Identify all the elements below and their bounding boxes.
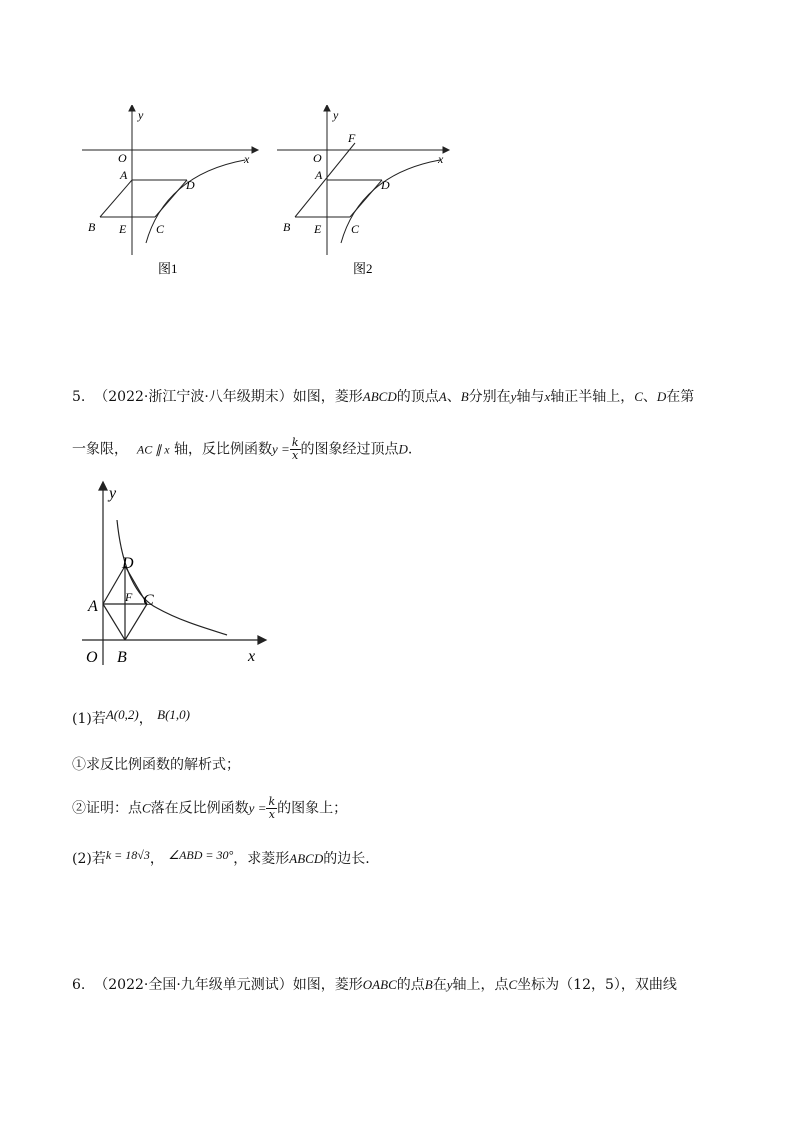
figure-3	[82, 480, 272, 670]
label-b: B	[283, 220, 291, 234]
part2-prefix: (2)若	[72, 851, 106, 867]
y-arrow	[129, 105, 135, 111]
sub1-text: ①求反比例函数的解析式；	[72, 757, 240, 773]
q5-x: x	[544, 389, 551, 404]
q5-text: 在第	[666, 389, 695, 405]
label-y: y	[333, 108, 339, 122]
q6-number: 6.	[72, 977, 86, 993]
q5-func-y: y =	[272, 441, 290, 457]
q5-line2	[72, 437, 412, 462]
q5-sep: 、	[446, 389, 461, 405]
label-y: y	[138, 108, 144, 122]
label-c: C	[351, 222, 360, 236]
label-x: x	[438, 152, 444, 166]
sub2-mid: 落在反比例函数	[150, 800, 249, 817]
q5-text: 的图象经过顶点	[300, 441, 399, 458]
part2-comma: ，	[149, 851, 164, 867]
side-cb	[125, 604, 147, 640]
q5-sub2	[72, 796, 347, 821]
q6-c: C	[508, 977, 518, 992]
q5-text: 分别在	[468, 389, 511, 405]
x-arrow	[252, 147, 258, 153]
q6-y: y	[446, 977, 453, 992]
q5-text: 轴，反比例函数	[174, 441, 273, 458]
q5-period: .	[407, 441, 413, 458]
q6-text: 在	[432, 977, 447, 993]
figure-1	[80, 105, 260, 285]
q6-line1	[72, 975, 677, 995]
q5-source: （2022·浙江宁波·八年级期末）	[94, 389, 293, 405]
label-o: O	[118, 151, 127, 165]
q5-text: 的顶点	[396, 389, 439, 405]
q5-text: 如图，菱形	[292, 389, 363, 405]
sub2-c: C	[142, 800, 151, 816]
q6-oabc: OABC	[362, 977, 397, 992]
label-c: C	[156, 222, 165, 236]
label-a: A	[315, 168, 323, 182]
part1-point-b: B(1,0)	[157, 707, 191, 722]
q5-part2	[72, 845, 370, 869]
label-b: B	[117, 649, 127, 666]
sub2-prefix: ②证明：点	[72, 800, 142, 817]
sub2-fraction	[266, 796, 277, 821]
q5-frac-x: x	[292, 449, 299, 462]
part1-prefix: (1)若	[72, 711, 106, 727]
caption-fig2: 图2	[353, 261, 373, 276]
label-d: D	[186, 178, 195, 192]
label-d: D	[122, 555, 134, 572]
label-x: x	[244, 152, 250, 166]
label-b: B	[88, 220, 96, 234]
figure-2	[275, 105, 455, 285]
q5-sep: 、	[642, 389, 657, 405]
y-arrow	[99, 482, 107, 490]
label-a: A	[88, 598, 98, 615]
q5-abcd: ABCD	[362, 389, 397, 404]
hyperbola-curve	[117, 520, 227, 635]
q6-text: 轴上，点	[452, 977, 509, 993]
label-f: F	[125, 590, 133, 604]
x-arrow	[443, 147, 449, 153]
q6-b: B	[424, 977, 433, 992]
y-arrow	[324, 105, 330, 111]
q6-text: 坐标为（12，5），双曲线	[517, 977, 677, 993]
part2-rest: ，求菱形	[233, 851, 290, 867]
label-e: E	[119, 222, 127, 236]
sub2-frac-k: k	[268, 795, 276, 808]
label-f: F	[348, 131, 356, 145]
q5-d2: D	[398, 441, 408, 457]
segment-ab	[100, 180, 132, 217]
q6-source: （2022·全国·九年级单元测试）	[94, 977, 293, 993]
part1-comma: ，	[138, 711, 153, 727]
label-o: O	[313, 151, 322, 165]
label-d: D	[381, 178, 390, 192]
q5-line1	[72, 387, 694, 407]
q5-b: B	[460, 389, 469, 404]
q6-text: 如图，菱形	[292, 977, 363, 993]
q5-ac-parallel: AC ∥ x	[136, 442, 170, 457]
sub2-suffix: 的图象上；	[277, 800, 348, 817]
q5-text: 轴正半轴上，	[550, 389, 635, 405]
q5-line2-start: 一象限，	[72, 441, 128, 458]
label-x: x	[248, 648, 256, 665]
side-ba	[103, 604, 125, 640]
q5-c: C	[634, 389, 643, 404]
label-c: C	[143, 592, 154, 609]
label-y: y	[109, 485, 117, 502]
label-a: A	[120, 168, 128, 182]
part2-suffix: 的边长.	[323, 851, 370, 867]
q5-sub1	[72, 755, 240, 775]
q5-y: y	[510, 389, 517, 404]
q6-text: 的点	[396, 977, 425, 993]
part1-point-a: A(0,2)	[105, 707, 139, 722]
q5-frac-k: k	[291, 436, 299, 449]
sub2-func-y: y =	[248, 800, 267, 816]
x-arrow	[258, 636, 266, 644]
label-o: O	[86, 649, 98, 666]
label-e: E	[314, 222, 322, 236]
q5-d: D	[656, 389, 667, 404]
part2-abcd: ABCD	[289, 851, 324, 866]
q5-a: A	[438, 389, 447, 404]
sub2-frac-x: x	[268, 808, 275, 821]
q5-text: 轴与	[516, 389, 545, 405]
q5-number: 5.	[72, 389, 86, 405]
q5-part1	[72, 705, 190, 729]
part2-k-value: k = 18√3	[105, 848, 150, 862]
part2-angle: ∠ABD = 30°	[168, 848, 234, 862]
caption-fig1: 图1	[158, 261, 178, 276]
q5-fraction	[290, 437, 301, 462]
